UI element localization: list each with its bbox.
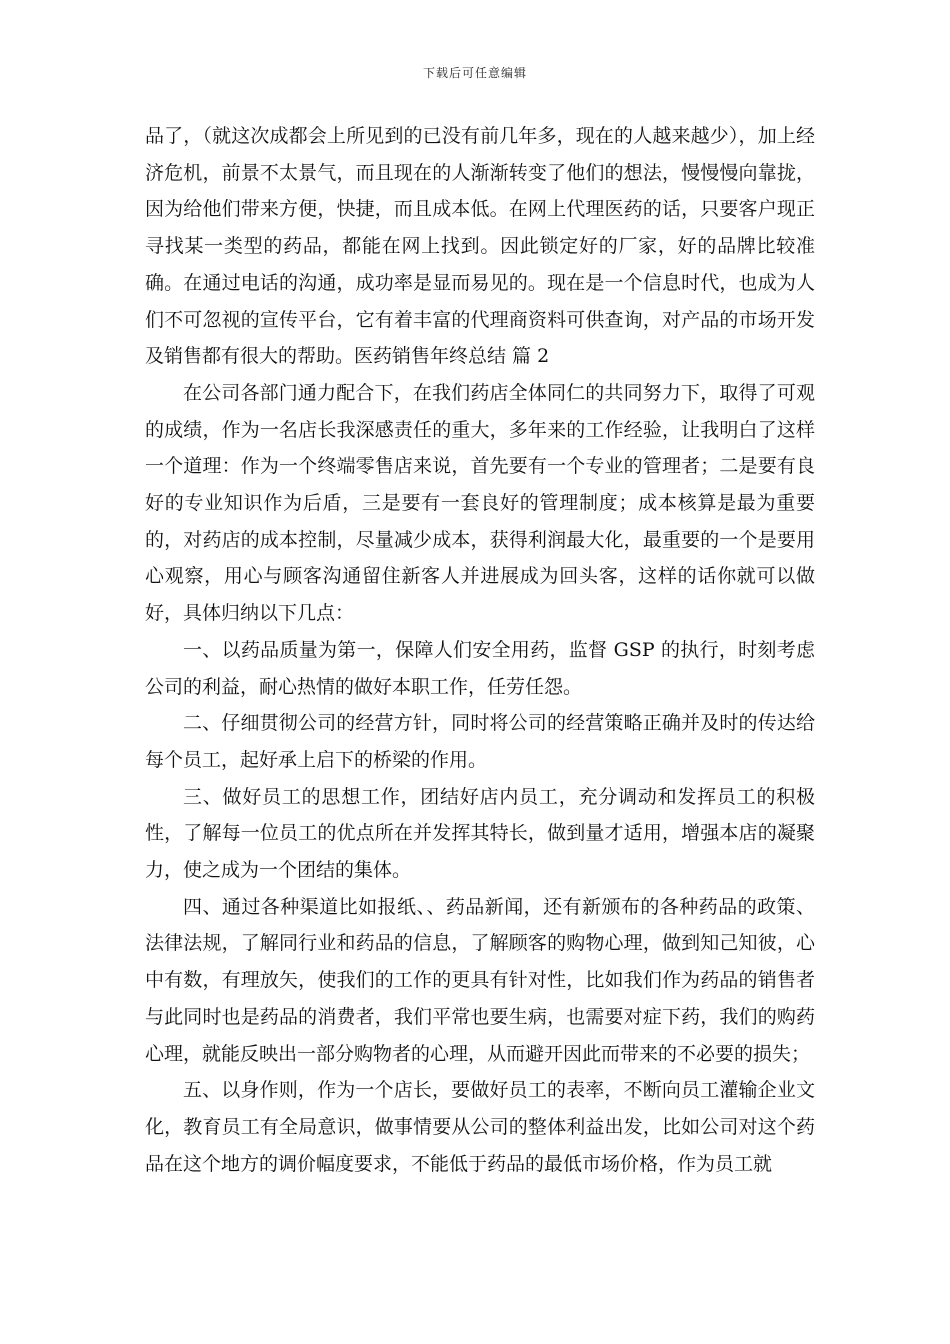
paragraph-continuation: 品了，（就这次成都会上所见到的已没有前几年多，现在的人越来越少），加上经济危机，前景不太景气，而且现在的人渐渐转变了他们的想法，慢慢慢向靠拢，因为给他们带来方便，快捷，而且成本低。在网上代理医药的话，只要客户现正寻找某一类型的药品，都能在网上找到。因此锁定好的厂家，好的品牌比较准确。在通过电话的沟通，成功率是显而易见的。现在是一个信息时代，也成为人们不可忽视的宣传平台，它有着丰富的代理商资料可供查询，对产品的市场开发及销售都有很大的帮助。医药销售年终总结 篇 2 <box>145 125 815 368</box>
paragraph-point-2: 二、仔细贯彻公司的经营方针，同时将公司的经营策略正确并及时的传达给每个员工，起好承上启下的桥梁的作用。 <box>145 712 815 771</box>
paragraph-point-5: 五、以身作则，作为一个店长，要做好员工的表率，不断向员工灌输企业文化，教育员工有全局意识，做事情要从公司的整体利益出发，比如公司对这个药品在这个地方的调价幅度要求，不能低于药品的最低市场价格，作为员工就 <box>145 1079 815 1175</box>
paragraph-point-4: 四、通过各种渠道比如报纸、、药品新闻，还有新颁布的各种药品的政策、法律法规，了解同行业和药品的信息，了解顾客的购物心理，做到知己知彼，心中有数，有理放矢，使我们的工作的更具有针对性，比如我们作为药品的销售者与此同时也是药品的消费者，我们平常也要生病，也需要对症下药，我们的购药心理，就能反映出一部分购物者的心理，从而避开因此而带来的不必要的损失； <box>145 895 815 1065</box>
paragraph-intro: 在公司各部门通力配合下，在我们药店全体同仁的共同努力下，取得了可观的成绩，作为一名店长我深感责任的重大，多年来的工作经验，让我明白了这样一个道理：作为一个终端零售店来说，首先要有一个专业的管理者；二是要有良好的专业知识作为后盾，三是要有一套良好的管理制度；成本核算是最为重要的，对药店的成本控制，尽量减少成本，获得利润最大化，最重要的一个是要用心观察，用心与顾客沟通留住新客人并进展成为回头客，这样的话你就可以做好，具体归纳以下几点： <box>145 381 815 625</box>
page-header: 下载后可任意编辑 <box>422 66 527 80</box>
paragraph-point-3: 三、做好员工的思想工作，团结好店内员工，充分调动和发挥员工的积极性，了解每一位员工的优点所在并发挥其特长，做到量才适用，增强本店的凝聚力，使之成为一个团结的集体。 <box>145 785 815 882</box>
paragraph-point-1: 一、以药品质量为第一，保障人们安全用药，监督 GSP 的执行，时刻考虑公司的利益，耐心热情的做好本职工作，任劳任怨。 <box>145 638 815 698</box>
document-body <box>145 118 815 1182</box>
